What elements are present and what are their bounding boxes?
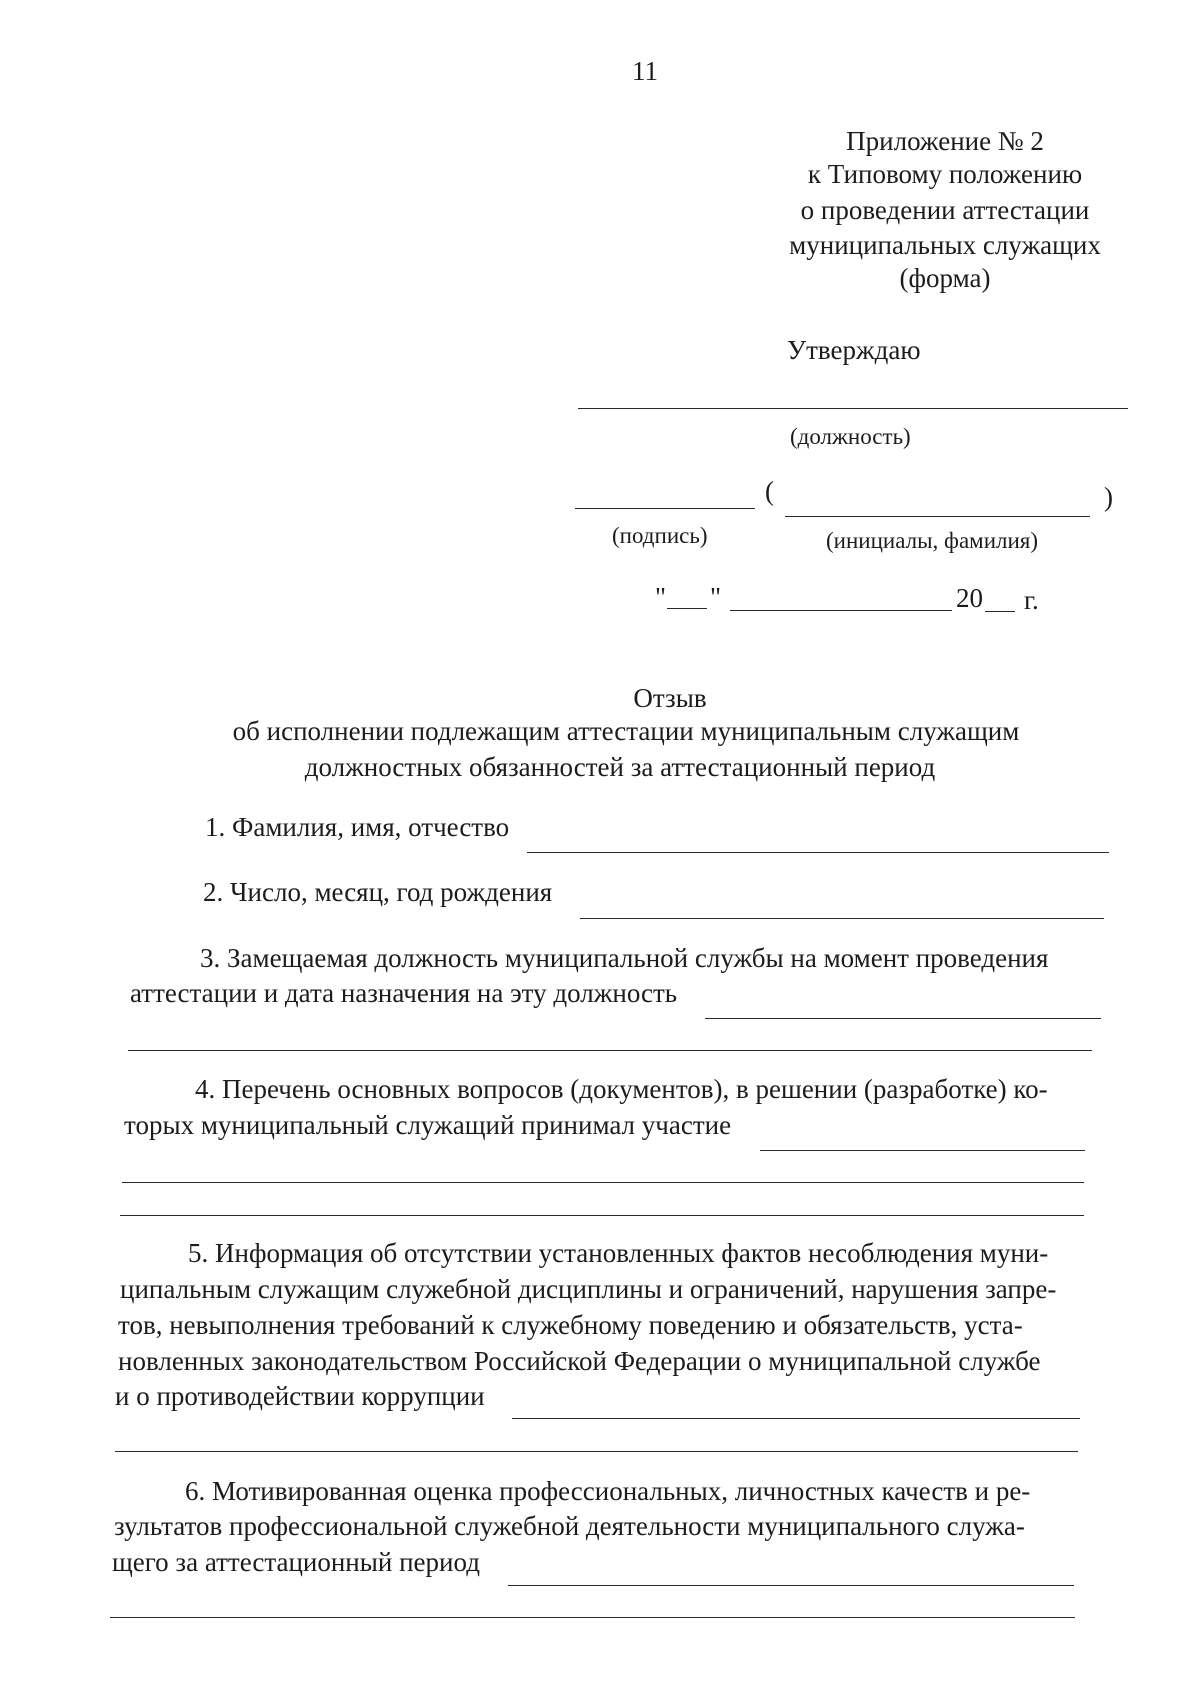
appendix-line-2: к Типовому положению [807,159,1083,189]
date-suffix: г. [1024,585,1039,615]
item-5-fill-line-2[interactable] [115,1451,1078,1452]
item-1-fill-line[interactable] [527,852,1109,853]
item-3-fill-line-1[interactable] [705,1018,1101,1019]
document-title: Отзыв [633,683,707,713]
appendix-form-label: (форма) [899,263,991,293]
item-4-line-1: 4. Перечень основных вопросов (документов), в решении (разработке) ко- [195,1074,1048,1104]
date-year-prefix: 20 [956,583,983,613]
date-quote-close: " [710,582,722,612]
signature-caption: (подпись) [612,523,708,548]
item-5-line-3: тов, невыполнения требований к служебному поведению и обязательств, уста- [118,1310,1023,1340]
appendix-line-1: Приложение № 2 [846,126,1044,156]
item-4-fill-line-2[interactable] [122,1182,1084,1183]
item-5-line-4: новленных законодательством Российской Федерации о муниципальной службе [118,1346,1041,1376]
item-6-line-1: 6. Мотивированная оценка профессиональных, личностных качеств и ре- [185,1476,1031,1506]
item-5-fill-line-1[interactable] [512,1418,1080,1419]
date-quote-open: " [655,582,667,612]
paren-open: ( [765,476,774,506]
document-subtitle-line-1: об исполнении подлежащим аттестации муниципальным служащим [232,716,1020,746]
position-caption: (должность) [790,424,911,449]
item-6-fill-line-1[interactable] [508,1585,1074,1586]
item-6-line-2: зультатов профессиональной служебной деятельности муниципального служа- [114,1511,1025,1541]
item-5-line-5: и о противодействии коррупции [115,1381,485,1411]
item-5-line-2: ципальным служащим служебной дисциплины и ограничений, нарушения запре- [120,1274,1057,1304]
item-4-fill-line-3[interactable] [120,1215,1084,1216]
item-5-line-1: 5. Информация об отсутствии установленных фактов несоблюдения муни- [188,1238,1049,1268]
document-subtitle-line-2: должностных обязанностей за аттестационный период [304,752,936,782]
paren-close: ) [1104,482,1113,512]
position-line [578,408,1128,409]
item-2-fill-line[interactable] [580,918,1104,919]
item-3-fill-line-2[interactable] [128,1050,1092,1051]
appendix-line-3: о проведении аттестации [800,195,1090,225]
item-3-line-2: аттестации и дата назначения на эту должность [130,978,678,1008]
item-6-fill-line-2[interactable] [110,1617,1075,1618]
item-1-label: 1. Фамилия, имя, отчество [205,812,510,842]
appendix-line-4: муниципальных служащих [789,230,1101,260]
date-year-line [985,611,1015,612]
signature-line [575,508,755,509]
item-4-fill-line-1[interactable] [760,1150,1085,1151]
item-6-line-3: щего за аттестационный период [112,1547,480,1577]
approval-title: Утверждаю [787,335,921,365]
page-number: 11 [632,56,658,86]
initials-caption: (инициалы, фамилия) [826,528,1039,553]
date-day-line [667,608,707,609]
item-4-line-2: торых муниципальный служащий принимал участие [124,1110,732,1140]
item-3-line-1: 3. Замещаемая должность муниципальной службы на момент проведения [200,943,1049,973]
date-month-line [730,610,952,611]
item-2-label: 2. Число, месяц, год рождения [203,877,553,907]
initials-line [785,516,1090,517]
